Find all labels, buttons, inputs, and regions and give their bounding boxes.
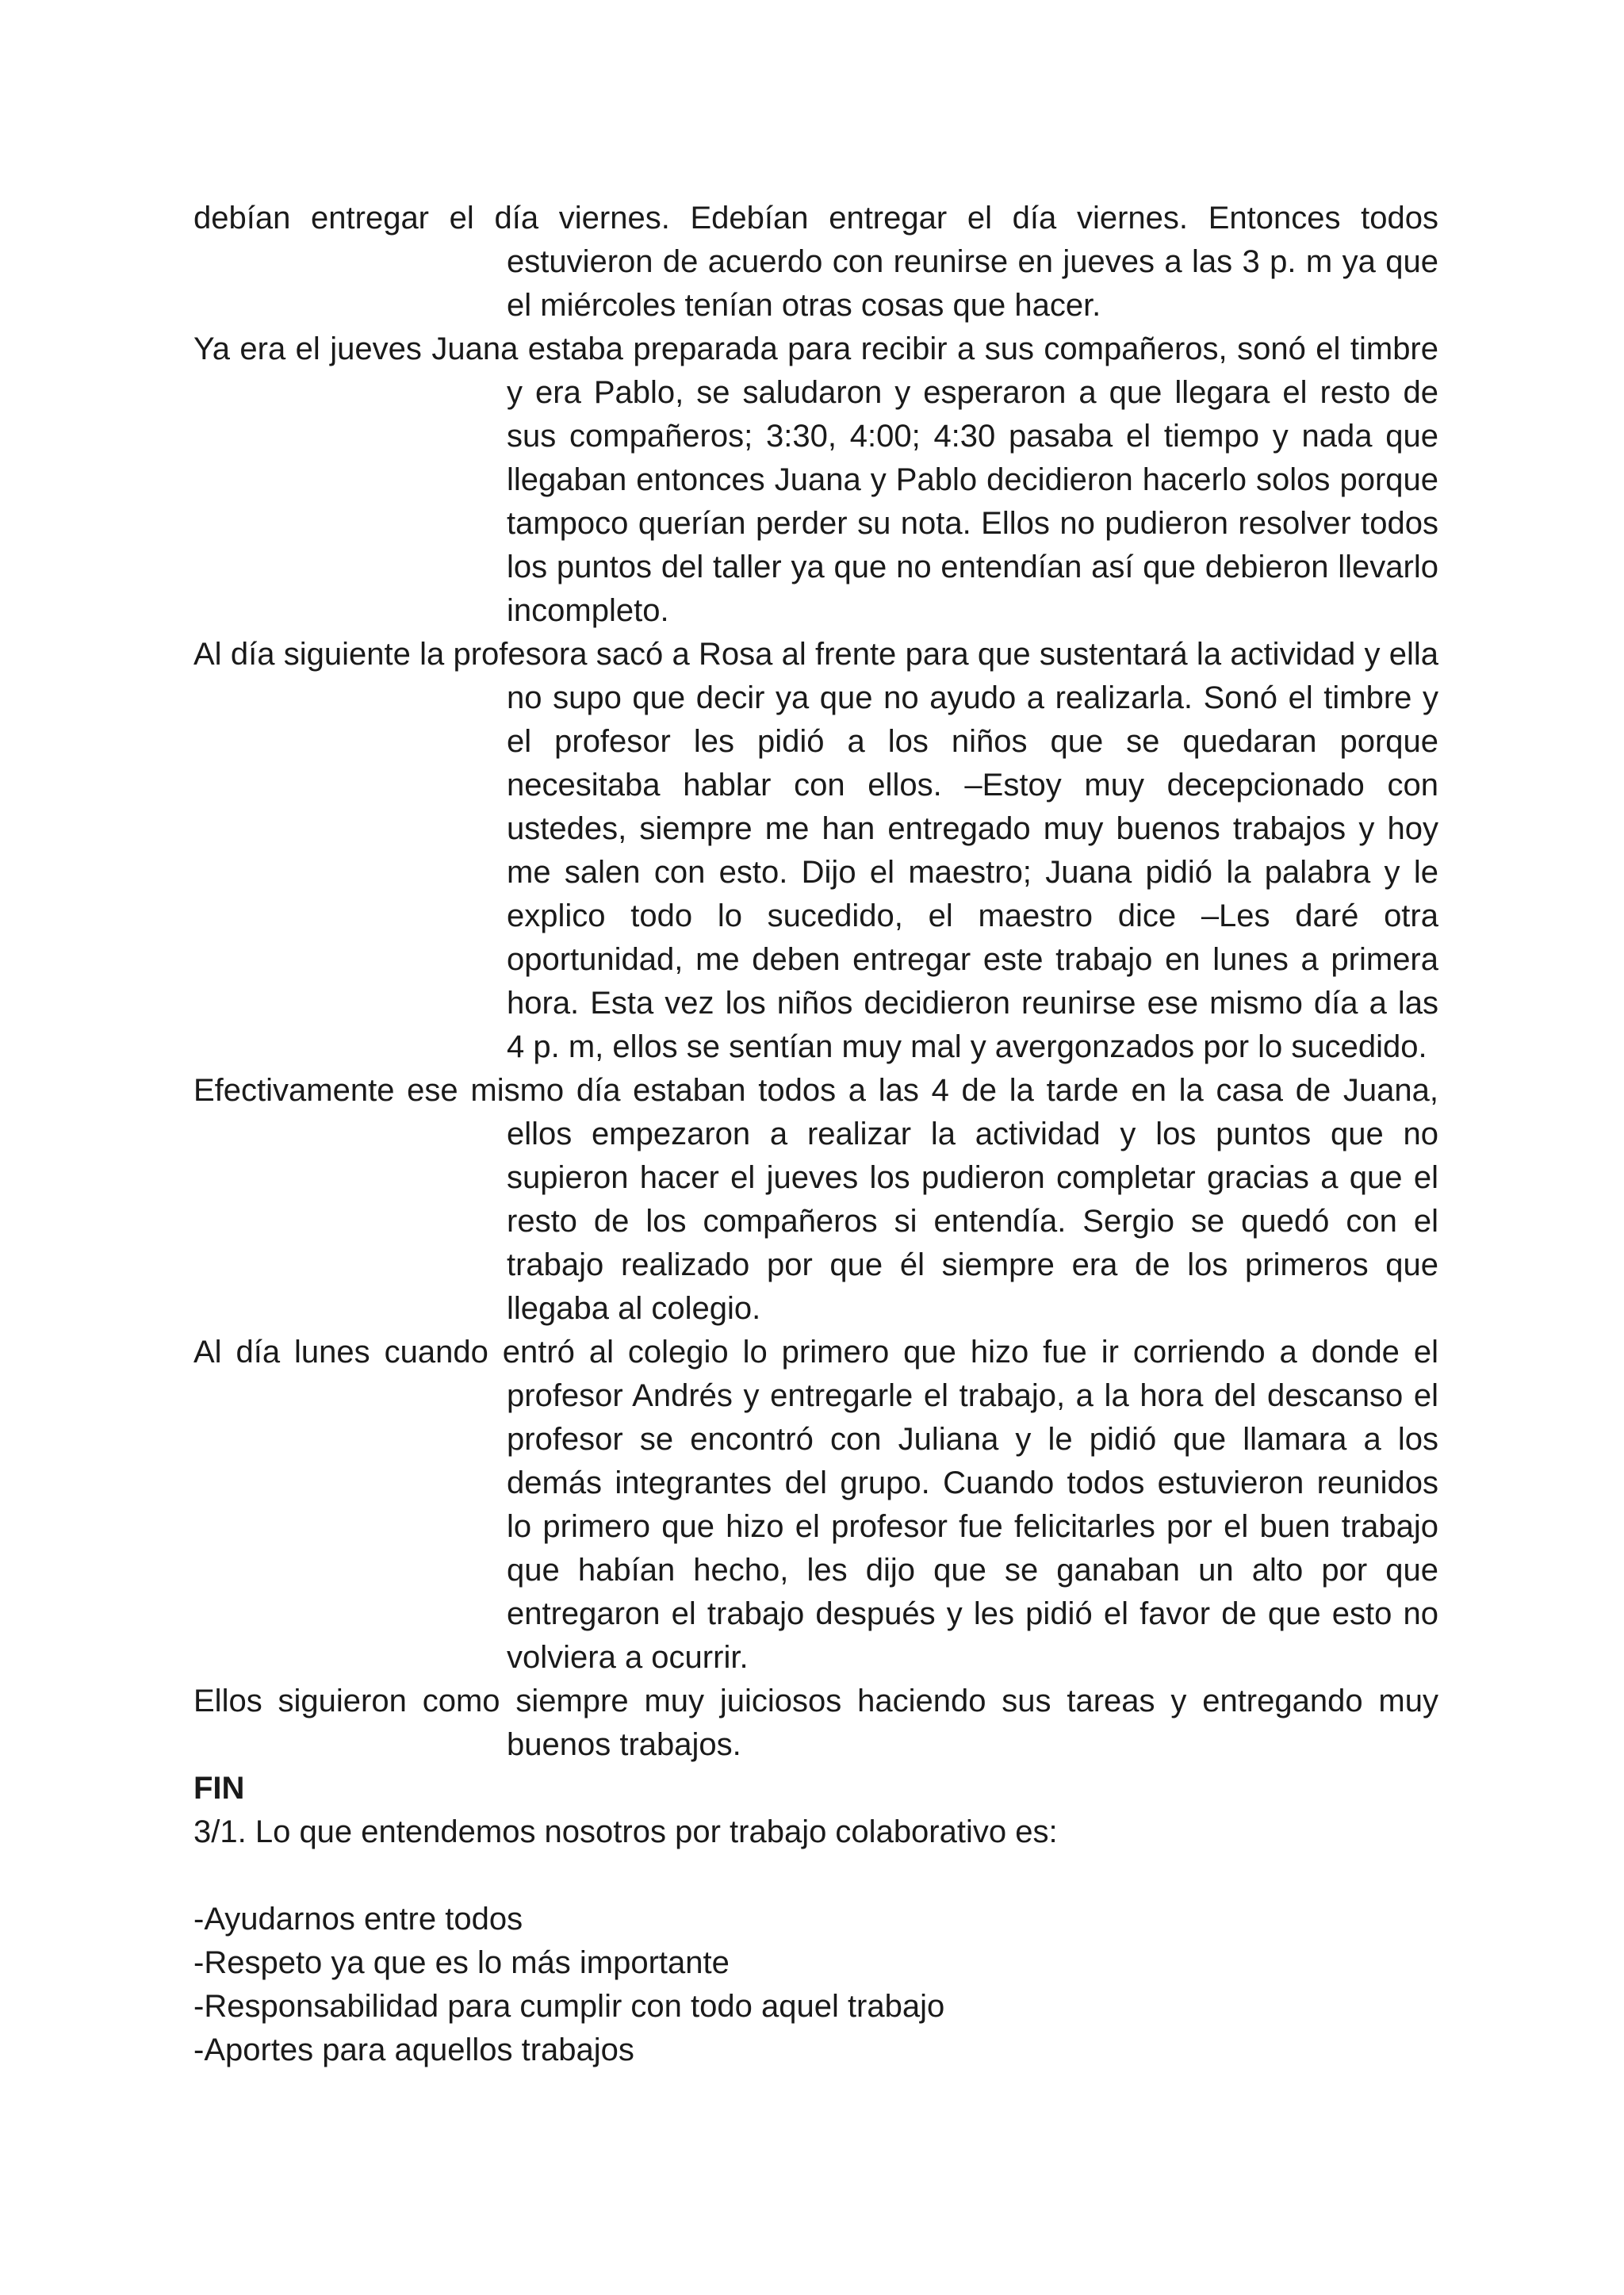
list-item: -Responsabilidad para cumplir con todo aquel trabajo bbox=[193, 1989, 945, 2024]
document-body bbox=[193, 197, 1438, 2072]
paragraph-1: debían entregar el día viernes. Edebían entregar el día viernes. Entonces todos estuvieron de acuerdo con reunirse en jueves a las 3 p. m ya que el miércoles tenían otras cosas que hacer. bbox=[193, 201, 1438, 323]
list-item: -Respeto ya que es lo más importante bbox=[193, 1945, 730, 1980]
paragraph-6: Ellos siguieron como siempre muy juiciosos haciendo sus tareas y entregando muy buenos trabajos. bbox=[193, 1684, 1438, 1762]
paragraph-4: Efectivamente ese mismo día estaban todos a las 4 de la tarde en la casa de Juana, ellos empezaron a realizar la actividad y los puntos que no supieron hacer el jueves los pudieron completar gracias a que el resto de los compañeros si entendía. Sergio se quedó con el trabajo realizado por que él siempre era de los primeros que llegaba al colegio. bbox=[193, 1073, 1438, 1326]
list-item: -Ayudarnos entre todos bbox=[193, 1902, 523, 1937]
end-label: FIN bbox=[193, 1771, 245, 1806]
spacer bbox=[193, 1854, 1438, 1898]
question-heading: 3/1. Lo que entendemos nosotros por trabajo colaborativo es: bbox=[193, 1814, 1058, 1849]
paragraph-3: Al día siguiente la profesora sacó a Rosa al frente para que sustentará la actividad y ella no supo que decir ya que no ayudo a realizarla. Sonó el timbre y el profesor les pidió a los niños que se quedaran porque necesitaba hablar con ellos. –Estoy muy decepcionado con ustedes, siempre me han entregado muy buenos trabajos y hoy me salen con esto. Dijo el maestro; Juana pidió la palabra y le explico todo lo sucedido, el maestro dice –Les daré otra oportunidad, me deben entregar este trabajo en lunes a primera hora. Esta vez los niños decidieron reunirse ese mismo día a las 4 p. m, ellos se sentían muy mal y avergonzados por lo sucedido. bbox=[193, 637, 1438, 1064]
list-item: -Aportes para aquellos trabajos bbox=[193, 2033, 634, 2067]
paragraph-5: Al día lunes cuando entró al colegio lo primero que hizo fue ir corriendo a donde el profesor Andrés y entregarle el trabajo, a la hora del descanso el profesor se encontró con Juliana y le pidió que llamara a los demás integrantes del grupo. Cuando todos estuvieron reunidos lo primero que hizo el profesor fue felicitarles por el buen trabajo que habían hecho, les dijo que se ganaban un alto por que entregaron el trabajo después y les pidió el favor de que esto no volviera a ocurrir. bbox=[193, 1335, 1438, 1675]
answer-list bbox=[193, 1898, 1438, 2072]
paragraph-2: Ya era el jueves Juana estaba preparada para recibir a sus compañeros, sonó el timbre y era Pablo, se saludaron y esperaron a que llegara el resto de sus compañeros; 3:30, 4:00; 4:30 pasaba el tiempo y nada que llegaban entonces Juana y Pablo decidieron hacerlo solos porque tampoco querían perder su nota. Ellos no pudieron resolver todos los puntos del taller ya que no entendían así que debieron llevarlo incompleto. bbox=[193, 331, 1438, 628]
